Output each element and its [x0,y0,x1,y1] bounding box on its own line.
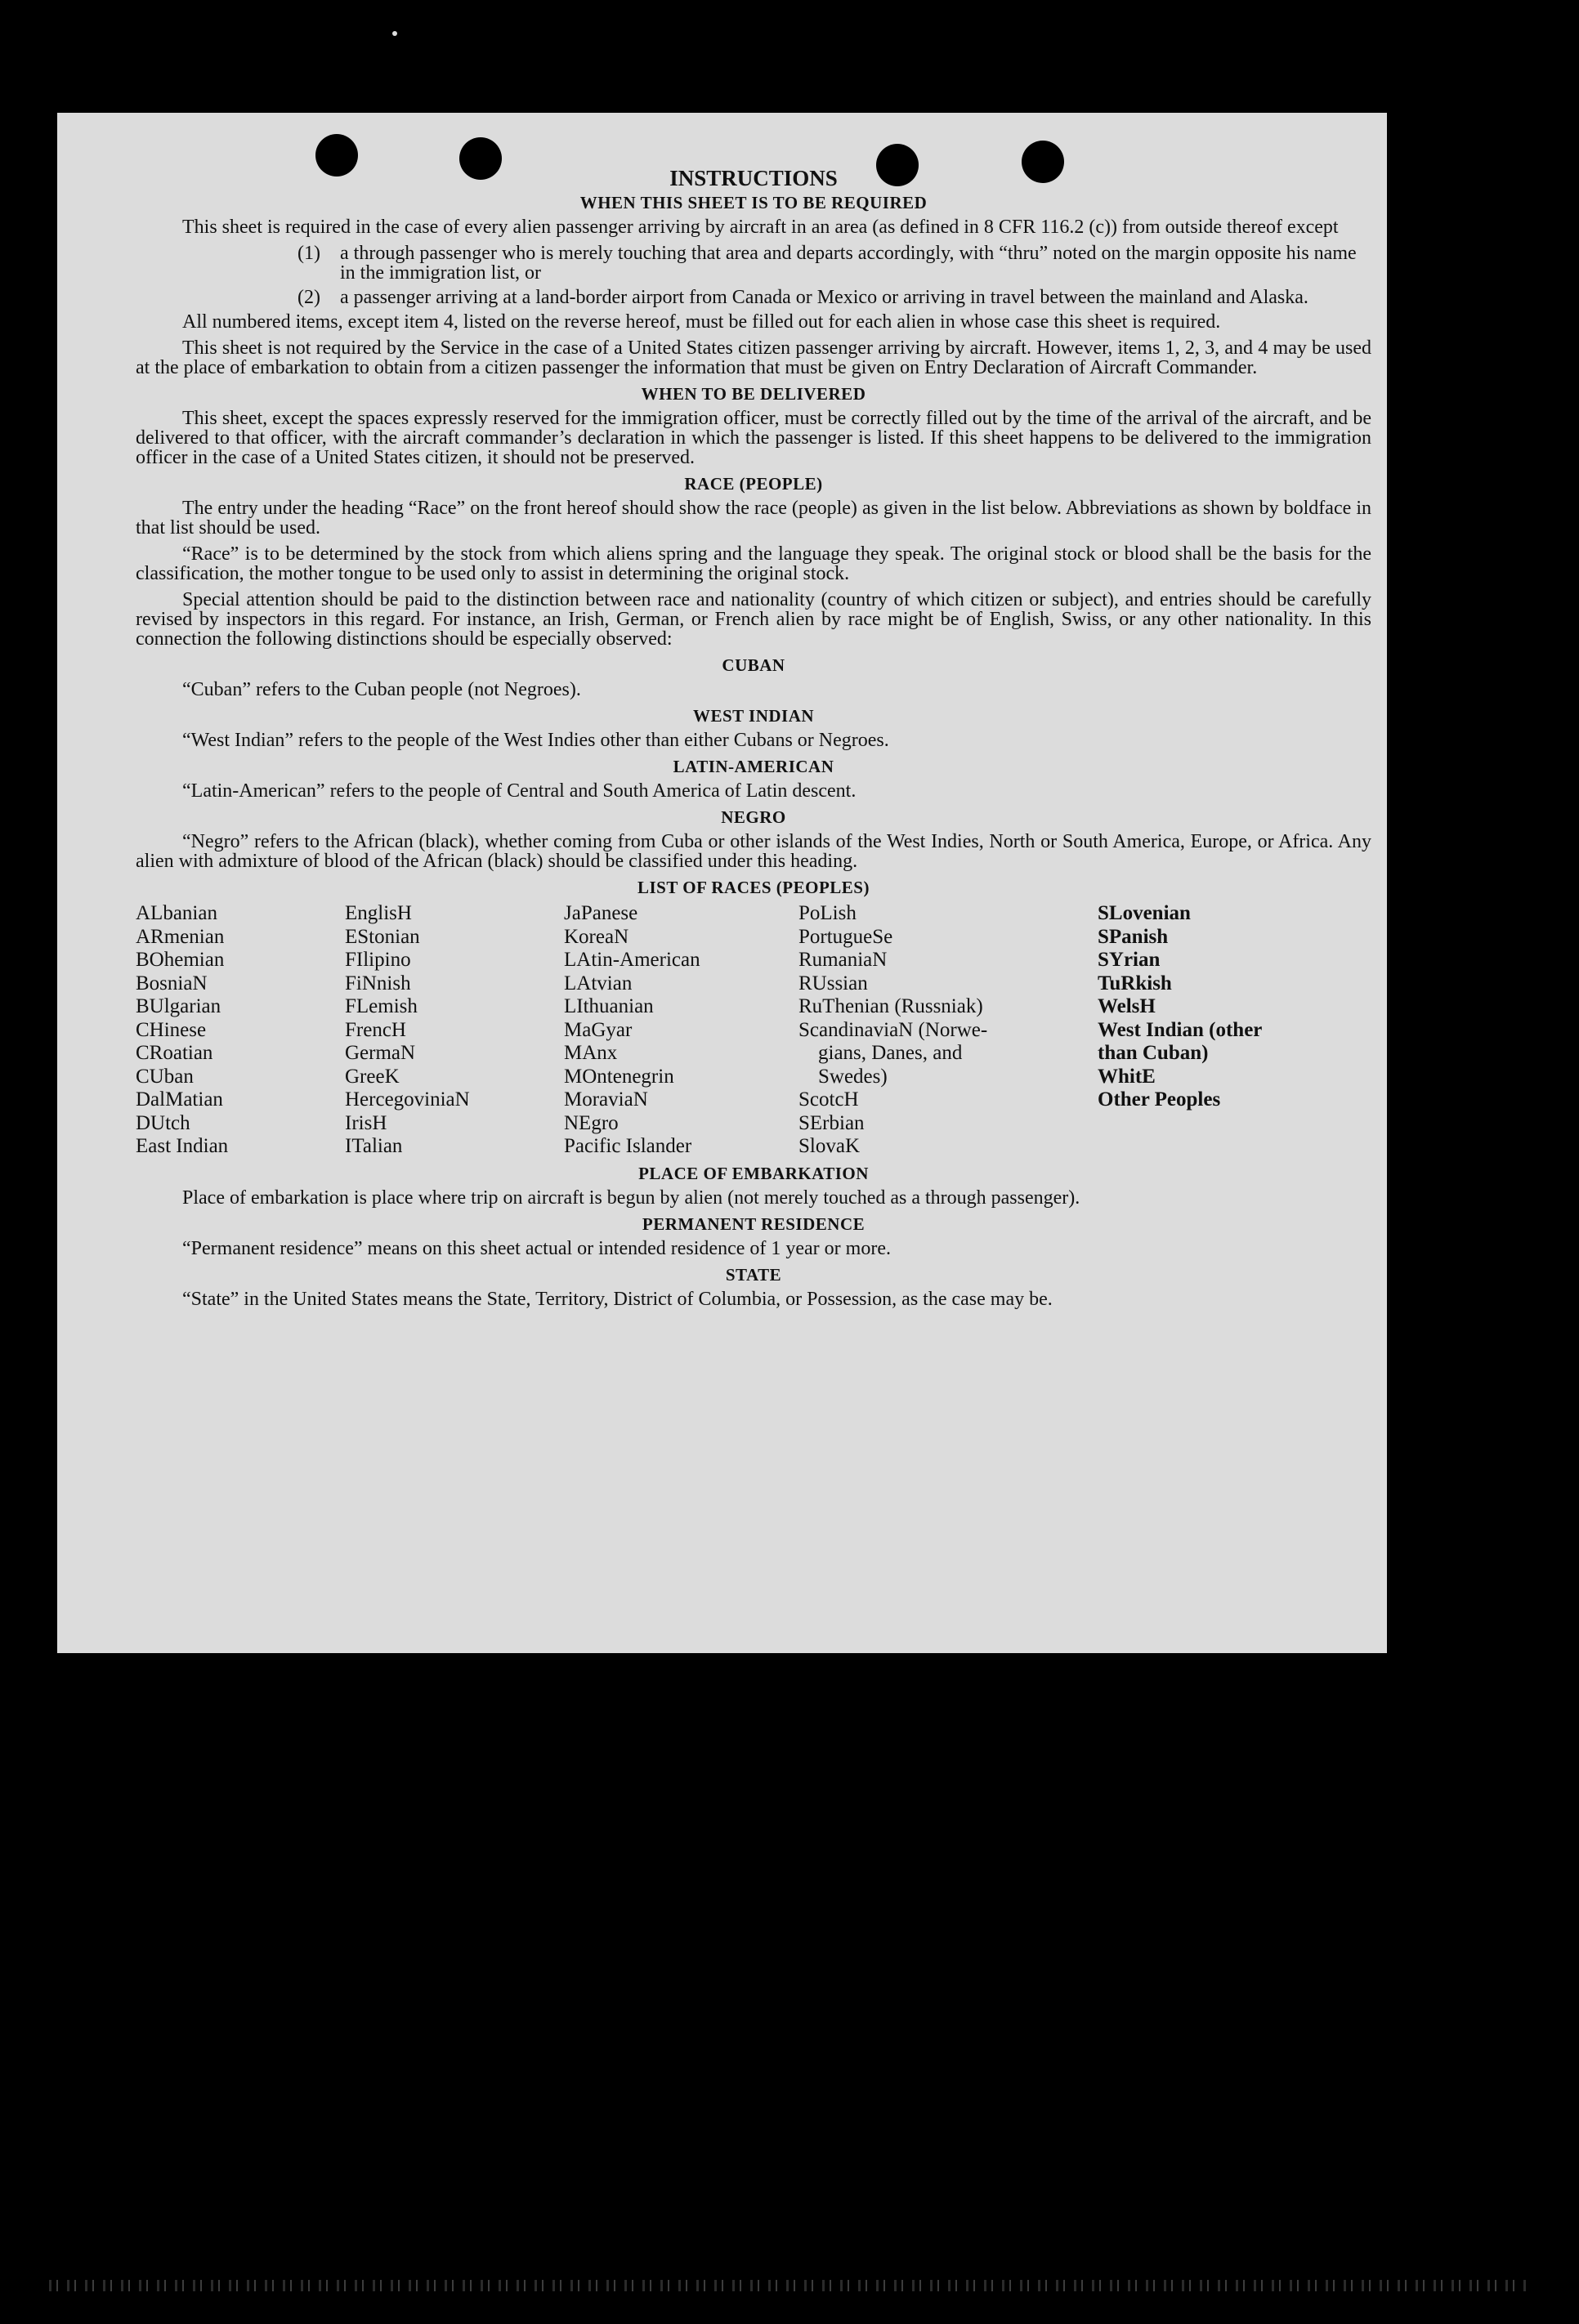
section-heading: WHEN THIS SHEET IS TO BE REQUIRED [579,193,928,212]
section-heading: PERMANENT RESIDENCE [642,1213,866,1234]
races-column [1098,902,1310,1159]
races-column [136,902,345,1159]
paragraph: “State” in the United States means the State, Territory, District of Columbia, or Possession, as the case may be. [182,1288,1053,1310]
definition: “Latin-American” refers to the people of Central and South America of Latin descent. [182,780,857,802]
section-heading: RACE (PEOPLE) [684,474,823,494]
race-entry: CHinese [136,1018,207,1041]
exception-number: (1) [297,243,320,264]
race-entry: LAtin-American [564,949,700,971]
paragraph: Special attention should be paid to the distinction between race and nationality (country of which citizen or subject), and entries should be carefully revised by inspectors in this regard. For instance, an Irish, German, or French alien by race might be of English, Swiss, or any other nationality. In this connection the following distinctions should be especially observed: [136,589,1371,650]
race-entry: GreeK [345,1065,400,1088]
paragraph: All numbered items, except item 4, listed on the reverse hereof, must be filled out for each alien in whose case this sheet is required. [182,311,1221,333]
race-entry: BosniaN [136,972,208,994]
definition: “Cuban” refers to the Cuban people (not Negroes). [182,679,581,700]
race-entry: KoreaN [564,925,629,948]
race-entry: ScotcH [798,1088,859,1111]
race-entry: FrencH [345,1018,406,1041]
race-entry: SLovenian [1098,902,1191,924]
race-entry: CUban [136,1065,194,1088]
exception-number: (2) [297,287,320,308]
paragraph: “Permanent residence” means on this sheet actual or intended residence of 1 year or more. [182,1237,891,1259]
paragraph: Place of embarkation is place where trip on aircraft is begun by alien (not merely touched as a through passenger). [182,1187,1080,1209]
scan-speck [392,31,397,36]
race-entry: RumaniaN [798,949,888,971]
race-entry: WhitE [1098,1065,1156,1088]
race-entry: MOntenegrin [564,1065,674,1088]
section-heading: LATIN-AMERICAN [673,757,834,776]
race-entry: MAnx [564,1042,618,1064]
race-entry: MaGyar [564,1018,633,1041]
section-heading: LIST OF RACES (PEOPLES) [637,878,870,897]
definition: “West Indian” refers to the people of the West Indies other than either Cubans or Negroes. [182,730,889,751]
races-list [136,902,1371,1159]
race-entry: LAtvian [564,972,633,994]
exception-item [136,288,1371,307]
race-entry: FiNnish [345,972,411,994]
race-entry: IrisH [345,1111,387,1134]
document-sheet [57,113,1387,1653]
race-entry: RuThenian (Russniak) [798,995,983,1017]
section-heading: STATE [725,1264,782,1285]
exception-item [136,244,1371,283]
race-entry: MoraviaN [564,1088,648,1111]
race-entry: TuRkish [1098,972,1172,994]
section-heading: PLACE OF EMBARKATION [638,1163,869,1183]
section-heading: CUBAN [722,655,785,675]
races-column [564,902,798,1159]
race-entry: SYrian [1098,949,1161,971]
paragraph: The entry under the heading “Race” on the front hereof should show the race (people) as given in the list below. Abbreviations as shown by boldface in that list should be used. [136,498,1371,539]
exception-text: a through passenger who is merely touching that area and departs accordingly, with “thru” noted on the margin opposite his name in the immigration list, or [340,243,1357,284]
race-entry: PortugueSe [798,925,893,948]
race-entry: West Indian (other [1098,1018,1263,1041]
race-entry: JaPanese [564,902,638,924]
race-entry: than Cuban) [1098,1042,1209,1064]
race-entry: RUssian [798,972,868,994]
section-heading: WEST INDIAN [692,706,815,726]
instructions-content [136,168,1371,1316]
race-entry: EnglisH [345,902,412,924]
section-heading: WHEN TO BE DELIVERED [641,384,866,404]
race-entry: FLemish [345,995,418,1017]
race-entry: Swedes) [818,1065,888,1088]
race-entry: FIlipino [345,949,411,971]
race-entry: SErbian [798,1111,865,1134]
race-entry: ARmenian [136,925,225,948]
race-entry: GermaN [345,1042,416,1064]
exception-text: a passenger arriving at a land-border airport from Canada or Mexico or arriving in travel between the mainland and Alaska. [340,287,1308,308]
race-entry: Other Peoples [1098,1088,1221,1111]
paragraph: “Negro” refers to the African (black), whether coming from Cuba or other islands of the West Indies, North or South America, Europe, or Africa. Any alien with admixture of blood of the African (black) should be classified under this heading. [136,831,1371,872]
race-entry: DalMatian [136,1088,223,1111]
paragraph: This sheet is not required by the Service in the case of a United States citizen passenger arriving by aircraft. However, items 1, 2, 3, and 4 may be used at the place of embarkation to obtain from a citizen passenger the information that must be given on Entry Declaration of Aircraft Commander. [136,337,1371,378]
race-entry: PoLish [798,902,857,924]
race-entry: HercegoviniaN [345,1088,470,1111]
race-entry: BOhemian [136,949,225,971]
scan-noise [49,2280,1528,2291]
race-entry: WelsH [1098,995,1156,1017]
race-entry: gians, Danes, and [818,1042,963,1064]
paragraph: “Race” is to be determined by the stock from which aliens spring and the language they speak. The original stock or blood shall be the basis for the classification, the mother tongue to be used only to assist in determining the original stock. [136,543,1371,584]
race-entry: SlovaK [798,1135,860,1157]
race-entry: DUtch [136,1111,190,1134]
race-entry: ScandinaviaN (Norwe- [798,1018,988,1041]
races-column [798,902,1098,1159]
section-heading: NEGRO [721,807,786,827]
races-column [345,902,564,1159]
race-entry: CRoatian [136,1042,213,1064]
paragraph: This sheet, except the spaces expressly reserved for the immigration officer, must be correctly filled out by the time of the arrival of the aircraft, and be delivered to that officer, with the aircraft commander’s declaration in which the passenger is listed. If this sheet happens to be delivered to the immigration officer in the case of a United States citizen, it should not be preserved. [136,408,1371,468]
race-entry: East Indian [136,1135,229,1157]
page-title: INSTRUCTIONS [669,166,838,190]
race-entry: LIthuanian [564,995,654,1017]
race-entry: EStonian [345,925,420,948]
paragraph: This sheet is required in the case of every alien passenger arriving by aircraft in an area (as defined in 8 CFR 116.2 (c)) from outside thereof except [182,217,1339,238]
race-entry: ITalian [345,1135,403,1157]
race-entry: ALbanian [136,902,217,924]
race-entry: SPanish [1098,925,1169,948]
race-entry: Pacific Islander [564,1135,692,1157]
race-entry: NEgro [564,1111,619,1134]
race-entry: BUlgarian [136,995,221,1017]
